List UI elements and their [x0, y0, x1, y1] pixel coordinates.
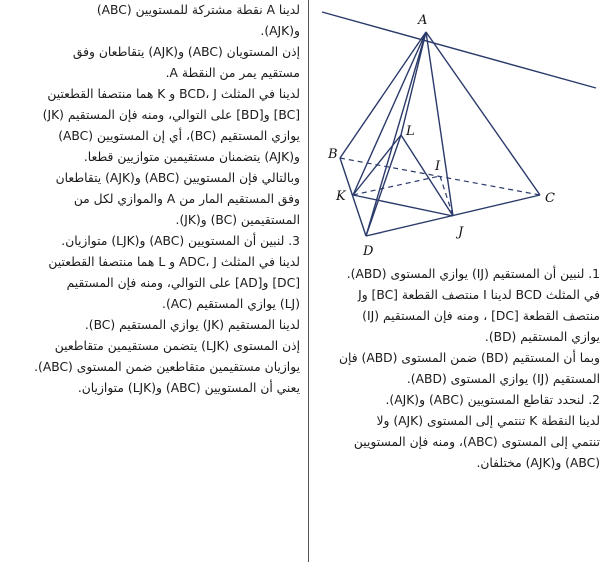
solution-right-column [318, 264, 600, 474]
text-line: في المثلث BCD لدينا I منتصف القطعة [BC] وJ [358, 288, 600, 302]
label-C: C [545, 191, 555, 206]
text-line: لدينا المستقيم (JK) يوازي المستقيم (BC). [84, 318, 300, 332]
text-line: لدينا النقطة K تنتمي إلى المستوى (AJK) ولا [376, 414, 600, 428]
text-line: لدينا في المثلث BCD، J و K هما منتصفا القطعتين [47, 87, 300, 101]
segment-AJ [426, 32, 453, 216]
text-line: منتصف القطعة [DC] ، ومنه فإن المستقيم (IJ) [362, 309, 600, 323]
text-line: 1. لنبين أن المستقيم (IJ) يوازي المستوى (ABD). [346, 267, 600, 281]
text-line: [DC] و[AD] على التوالي، ومنه فإن المستقيم [66, 276, 300, 290]
text-line: 3. لنبين أن المستويين (ABC) و(LJK) متوازيان. [61, 234, 300, 248]
text-line: إذن المستوى (LJK) يتضمن مستقيمين متقاطعين [54, 339, 300, 353]
text-line: المستقيمين (BC) و(JK). [175, 213, 300, 227]
text-line: و(AJK) يتضمنان مستقيمين متوازيين قطعا. [83, 150, 300, 164]
text-line: لدينا في المثلث ADC، J و L هما منتصفا القطعتين [48, 255, 300, 269]
segment-LD [366, 135, 401, 236]
text-line: يعني أن المستويين (ABC) و(LJK) متوازيان. [77, 381, 300, 395]
text-line: وفق المستقيم المار من A والموازي لكل من [73, 192, 300, 206]
segment-LJ [401, 135, 453, 216]
edge-AB [340, 32, 426, 158]
label-A: A [418, 13, 428, 28]
text-line: و(AJK). [260, 24, 300, 38]
tetrahedron-figure [318, 0, 600, 262]
text-line: (ABC) و(AJK) مختلفان. [476, 456, 600, 470]
text-line: إذن المستويان (ABC) و(AJK) يتقاطعان وفق [72, 45, 300, 59]
text-line: يوازيان مستقيمين متقاطعين ضمن المستوى (ABC). [34, 360, 300, 374]
edge-AD [366, 32, 426, 236]
segment-KJ [353, 195, 453, 216]
label-K: K [336, 189, 346, 204]
hidden-segment-IJ [440, 176, 453, 216]
segment-AK [353, 32, 426, 195]
text-line: [BC] و[BD] على التوالي، ومنه فإن المستقيم (JK) [42, 108, 300, 122]
text-line: (LJ) يوازي المستقيم (AC). [162, 297, 300, 311]
text-line: المستقيم (IJ) يوازي المستوى (ABD). [406, 372, 600, 386]
line-through-A [322, 12, 596, 88]
label-L: L [406, 124, 415, 139]
label-B: B [328, 147, 338, 162]
label-I: I [435, 159, 441, 174]
segment-AL [401, 32, 426, 135]
text-line: يوازي المستقيم (BC)، أي إن المستويين (ABC) [58, 129, 300, 143]
text-line: يوازي المستقيم (BD). [484, 330, 600, 344]
tetrahedron-diagram [318, 0, 600, 262]
label-D: D [363, 244, 374, 259]
column-divider [308, 0, 309, 562]
text-line: وبالتالي فإن المستويين (ABC) و(AJK) يتقاطعان [55, 171, 300, 185]
text-line: 2. لنحدد تقاطع المستويين (ABC) و(AJK). [385, 393, 600, 407]
text-line: مستقيم يمر من النقطة A. [165, 66, 300, 80]
label-J: J [458, 225, 464, 240]
text-line: وبما أن المستقيم (BD) ضمن المستوى (ABD) فإن [338, 351, 600, 365]
solution-left-column [0, 0, 300, 399]
text-line: تنتمي إلى المستوى (ABC)، ومنه فإن المستويين [353, 435, 600, 449]
text-line: لدينا A نقطة مشتركة للمستويين (ABC) [96, 3, 300, 17]
